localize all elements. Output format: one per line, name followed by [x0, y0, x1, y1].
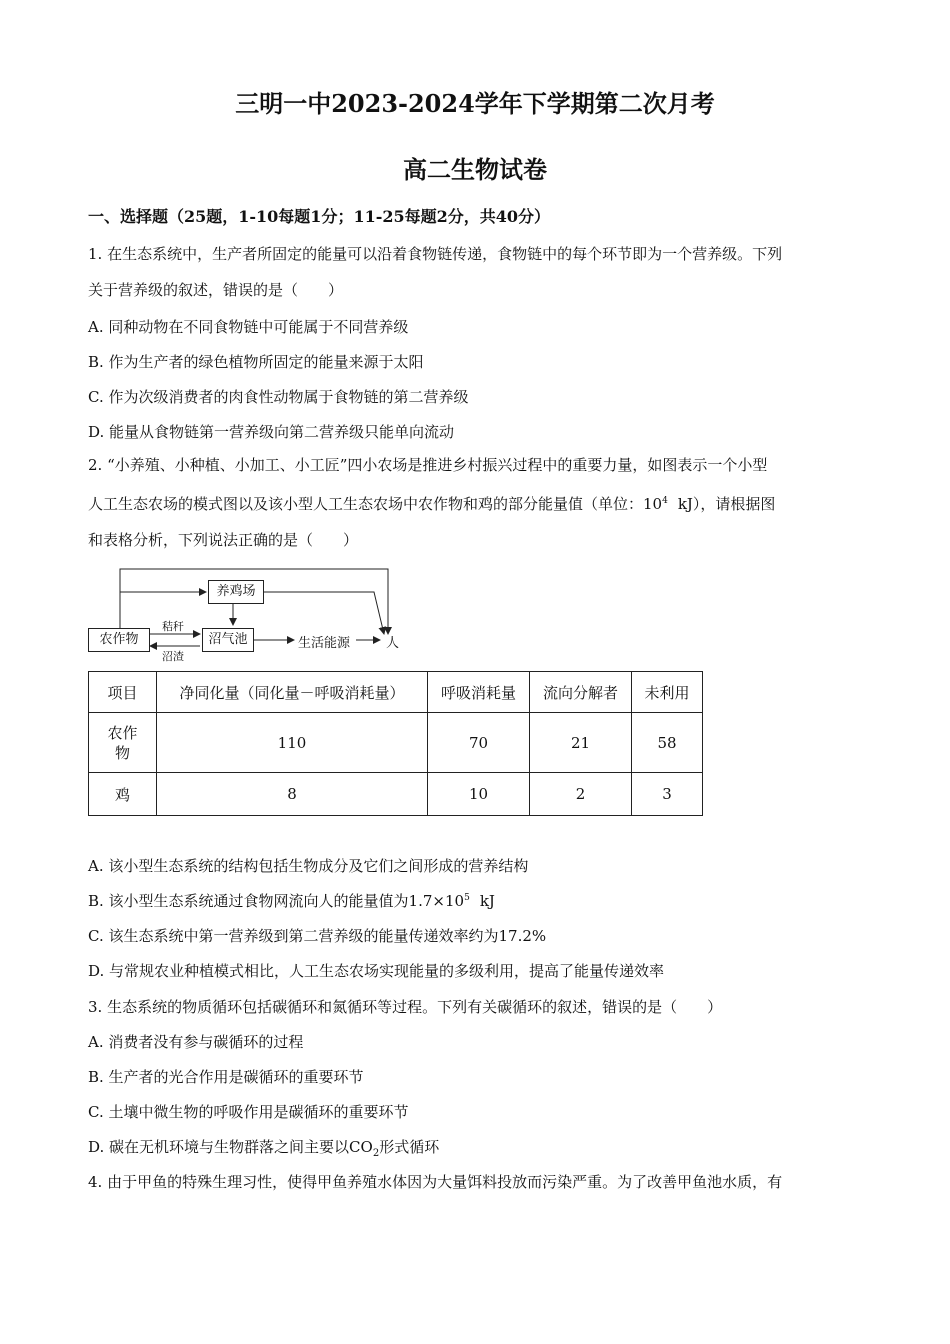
table-header-row — [89, 672, 703, 713]
person-label: 人 — [386, 636, 400, 651]
table-cell: 农作 物 — [89, 713, 157, 773]
table-row — [89, 713, 703, 773]
table-header: 流向分解者 — [530, 672, 632, 713]
table-header: 呼吸消耗量 — [428, 672, 530, 713]
exam-subtitle: 高二生物试卷 — [403, 155, 547, 184]
table-header: 未利用 — [632, 672, 703, 713]
table-cell: 58 — [632, 713, 703, 773]
table-cell: 3 — [632, 773, 703, 816]
table-cell: 8 — [157, 773, 428, 816]
table-cell: 鸡 — [89, 773, 157, 816]
q3-option-b: B. 生产者的光合作用是碳循环的重要环节 — [88, 1068, 364, 1086]
table-cell: 2 — [530, 773, 632, 816]
question-1-stem: 1. 在生态系统中，生产者所固定的能量可以沿着食物链传递，食物链中的每个环节即为一个营养级。下列 关于营养级的叙述，错误的是（ ） — [88, 245, 783, 299]
table-cell: 110 — [157, 713, 428, 773]
q2-option-a: A. 该小型生态系统的结构包括生物成分及它们之间形成的营养结构 — [88, 857, 529, 875]
table-row — [89, 773, 703, 816]
crops-node: 农作物 — [88, 628, 150, 652]
question-3-stem: 3. 生态系统的物质循环包括碳循环和氮循环等过程。下列有关碳循环的叙述，错误的是（ ） — [88, 998, 723, 1016]
living-energy-label: 生活能源 — [298, 636, 351, 651]
question-4-stem: 4. 由于甲鱼的特殊生理习性，使得甲鱼养殖水体因为大量饵料投放而污染严重。为了改善甲鱼池水质，有 — [88, 1173, 783, 1191]
table-header: 项目 — [89, 672, 157, 713]
exam-title: 三明一中2023-2024学年下学期第二次月考 — [235, 89, 715, 118]
q3-option-c: C. 土壤中微生物的呼吸作用是碳循环的重要环节 — [88, 1103, 409, 1121]
biogas-node: 沼气池 — [202, 628, 254, 652]
table-cell: 70 — [428, 713, 530, 773]
q2-option-c: C. 该生态系统中第一营养级到第二营养级的能量传递效率约为17.2% — [88, 927, 547, 945]
q1-option-a: A. 同种动物在不同食物链中可能属于不同营养级 — [88, 318, 409, 336]
q3-option-a: A. 消费者没有参与碳循环的过程 — [88, 1033, 304, 1051]
chicken-farm-node: 养鸡场 — [208, 580, 264, 604]
table-header: 净同化量（同化量－呼吸消耗量） — [157, 672, 428, 713]
q2-option-b: B. 该小型生态系统通过食物网流向人的能量值为$1.7\times 10^5$ kJ — [88, 892, 495, 910]
q1-option-c: C. 作为次级消费者的肉食性动物属于食物链的第二营养级 — [88, 388, 469, 406]
residue-label: 沼渣 — [162, 650, 184, 663]
farm-diagram — [88, 562, 418, 662]
table-cell: 21 — [530, 713, 632, 773]
q1-option-d: D. 能量从食物链第一营养级向第二营养级只能单向流动 — [88, 423, 455, 441]
straw-label: 秸秆 — [162, 620, 184, 633]
energy-table — [88, 671, 703, 816]
table-cell: 10 — [428, 773, 530, 816]
q2-option-d: D. 与常规农业种植模式相比，人工生态农场实现能量的多级利用，提高了能量传递效率 — [88, 962, 665, 980]
section-heading: 一、选择题（25题，1-10每题1分；11-25每题2分，共40分） — [88, 207, 551, 226]
q1-option-b: B. 作为生产者的绿色植物所固定的能量来源于太阳 — [88, 353, 424, 371]
question-2-stem: 2. “小养殖、小种植、小加工、小工匠”四小农场是推进乡村振兴过程中的重要力量，如图表示一个小型 人工生态农场的模式图以及该小型人工生态农场中农作物和鸡的部分能量值（单位：$10^4$ kJ），请根据图 和表格分析，下列说法正确的是（ ） — [88, 456, 776, 549]
q3-option-d: D. 碳在无机环境与生物群落之间主要以$CO_2$形式循环 — [88, 1138, 440, 1159]
